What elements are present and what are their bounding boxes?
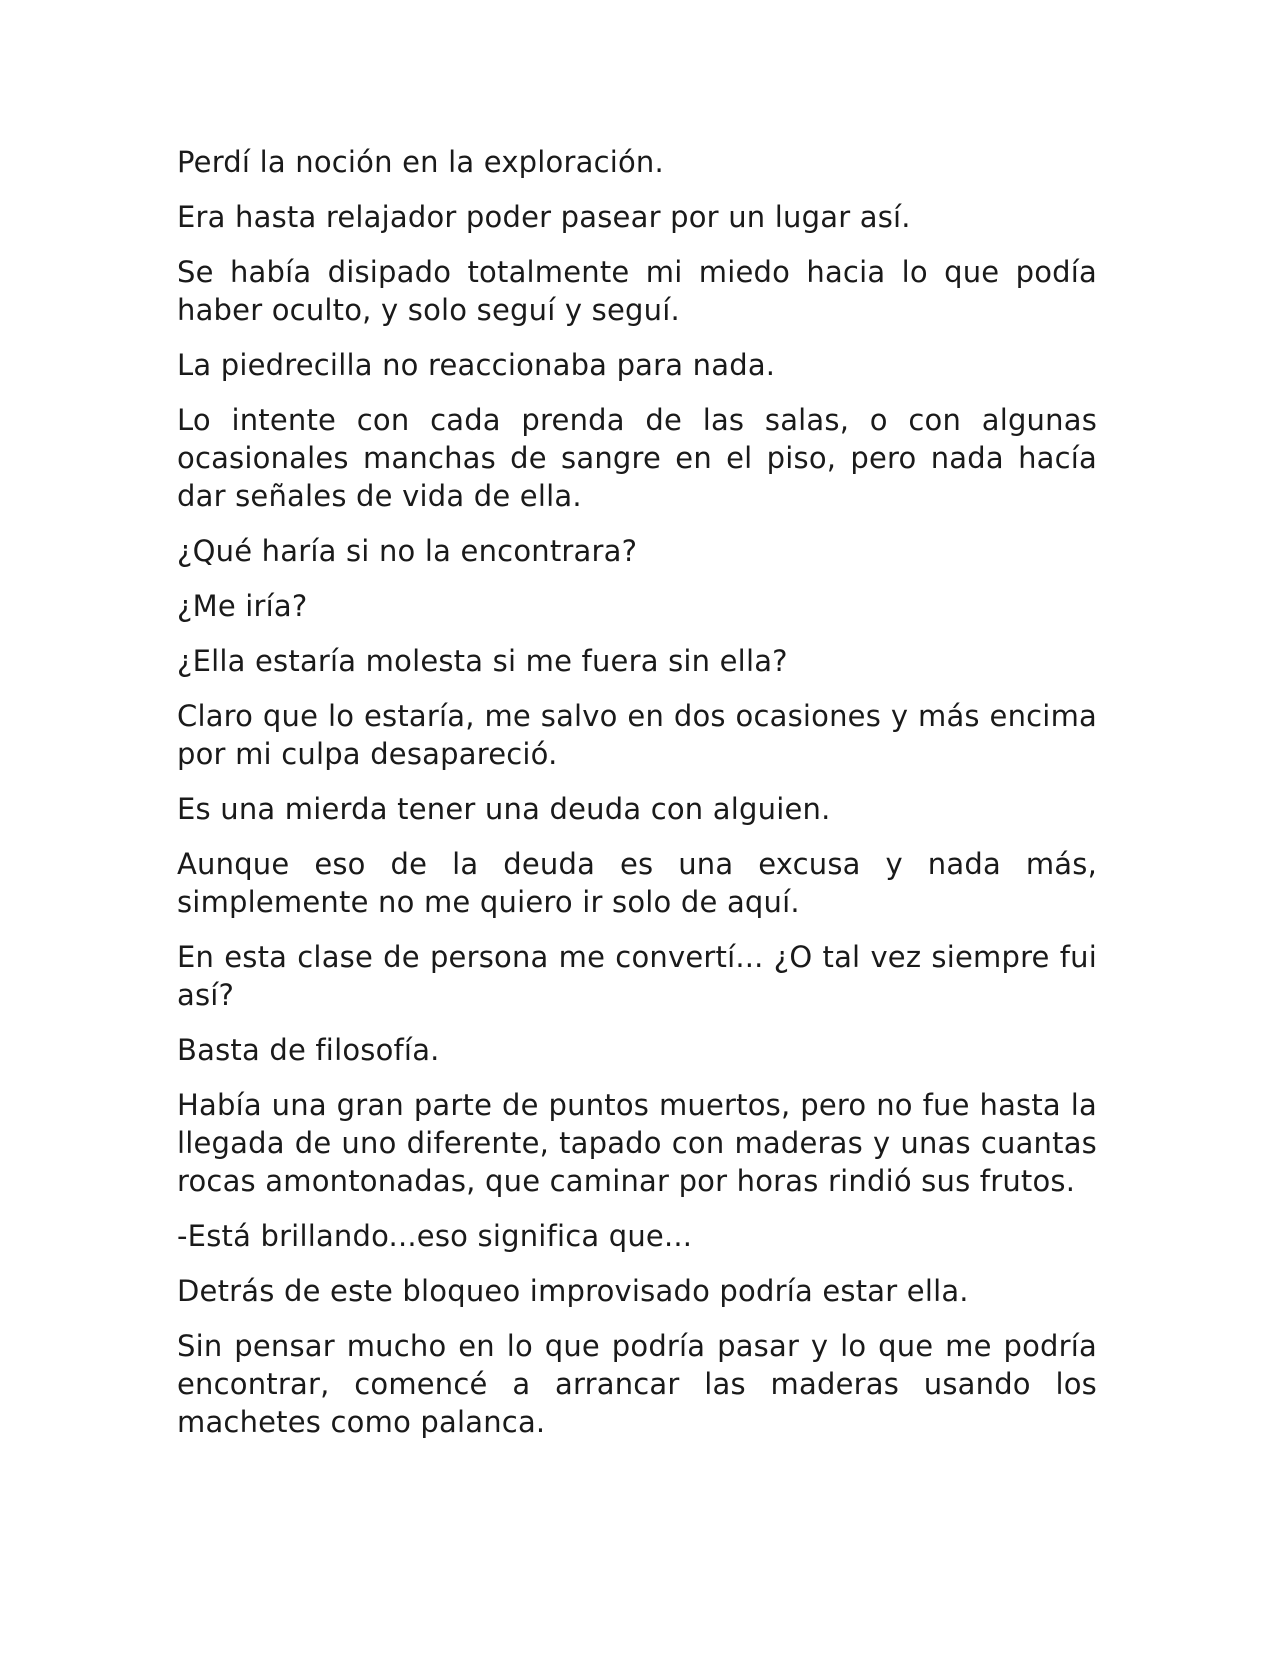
paragraph: Claro que lo estaría, me salvo en dos ocasiones y más encima por mi culpa desapareció. [177, 699, 1097, 771]
paragraph: Era hasta relajador poder pasear por un lugar así. [177, 200, 911, 234]
paragraph: Sin pensar mucho en lo que podría pasar y lo que me podría encontrar, comencé a arrancar las maderas usando los machetes como palanca. [177, 1329, 1097, 1439]
paragraph: Aunque eso de la deuda es una excusa y nada más, simplemente no me quiero ir solo de aquí. [177, 847, 1097, 919]
paragraph: ¿Ella estaría molesta si me fuera sin ella? [177, 644, 788, 678]
paragraph: -Está brillando...eso significa que... [177, 1219, 693, 1253]
paragraph: Se había disipado totalmente mi miedo hacia lo que podía haber oculto, y solo seguí y seguí. [177, 255, 1097, 327]
paragraph: Había una gran parte de puntos muertos, pero no fue hasta la llegada de uno diferente, tapado con maderas y unas cuantas rocas amontonadas, que caminar por horas rindió sus frutos. [177, 1088, 1097, 1198]
paragraph: En esta clase de persona me convertí... ¿O tal vez siempre fui así? [177, 940, 1097, 1012]
paragraph: Basta de filosofía. [177, 1033, 440, 1067]
paragraph: Detrás de este bloqueo improvisado podría estar ella. [177, 1274, 969, 1308]
paragraph: Perdí la noción en la exploración. [177, 145, 664, 179]
paragraph: ¿Qué haría si no la encontrara? [177, 534, 638, 568]
paragraph: ¿Me iría? [177, 589, 308, 623]
paragraph: Es una mierda tener una deuda con alguien. [177, 792, 831, 826]
paragraph: Lo intente con cada prenda de las salas, o con algunas ocasionales manchas de sangre en el piso, pero nada hacía dar señales de vida de ella. [177, 403, 1097, 513]
paragraph: La piedrecilla no reaccionaba para nada. [177, 348, 776, 382]
document-body [177, 143, 1097, 1458]
